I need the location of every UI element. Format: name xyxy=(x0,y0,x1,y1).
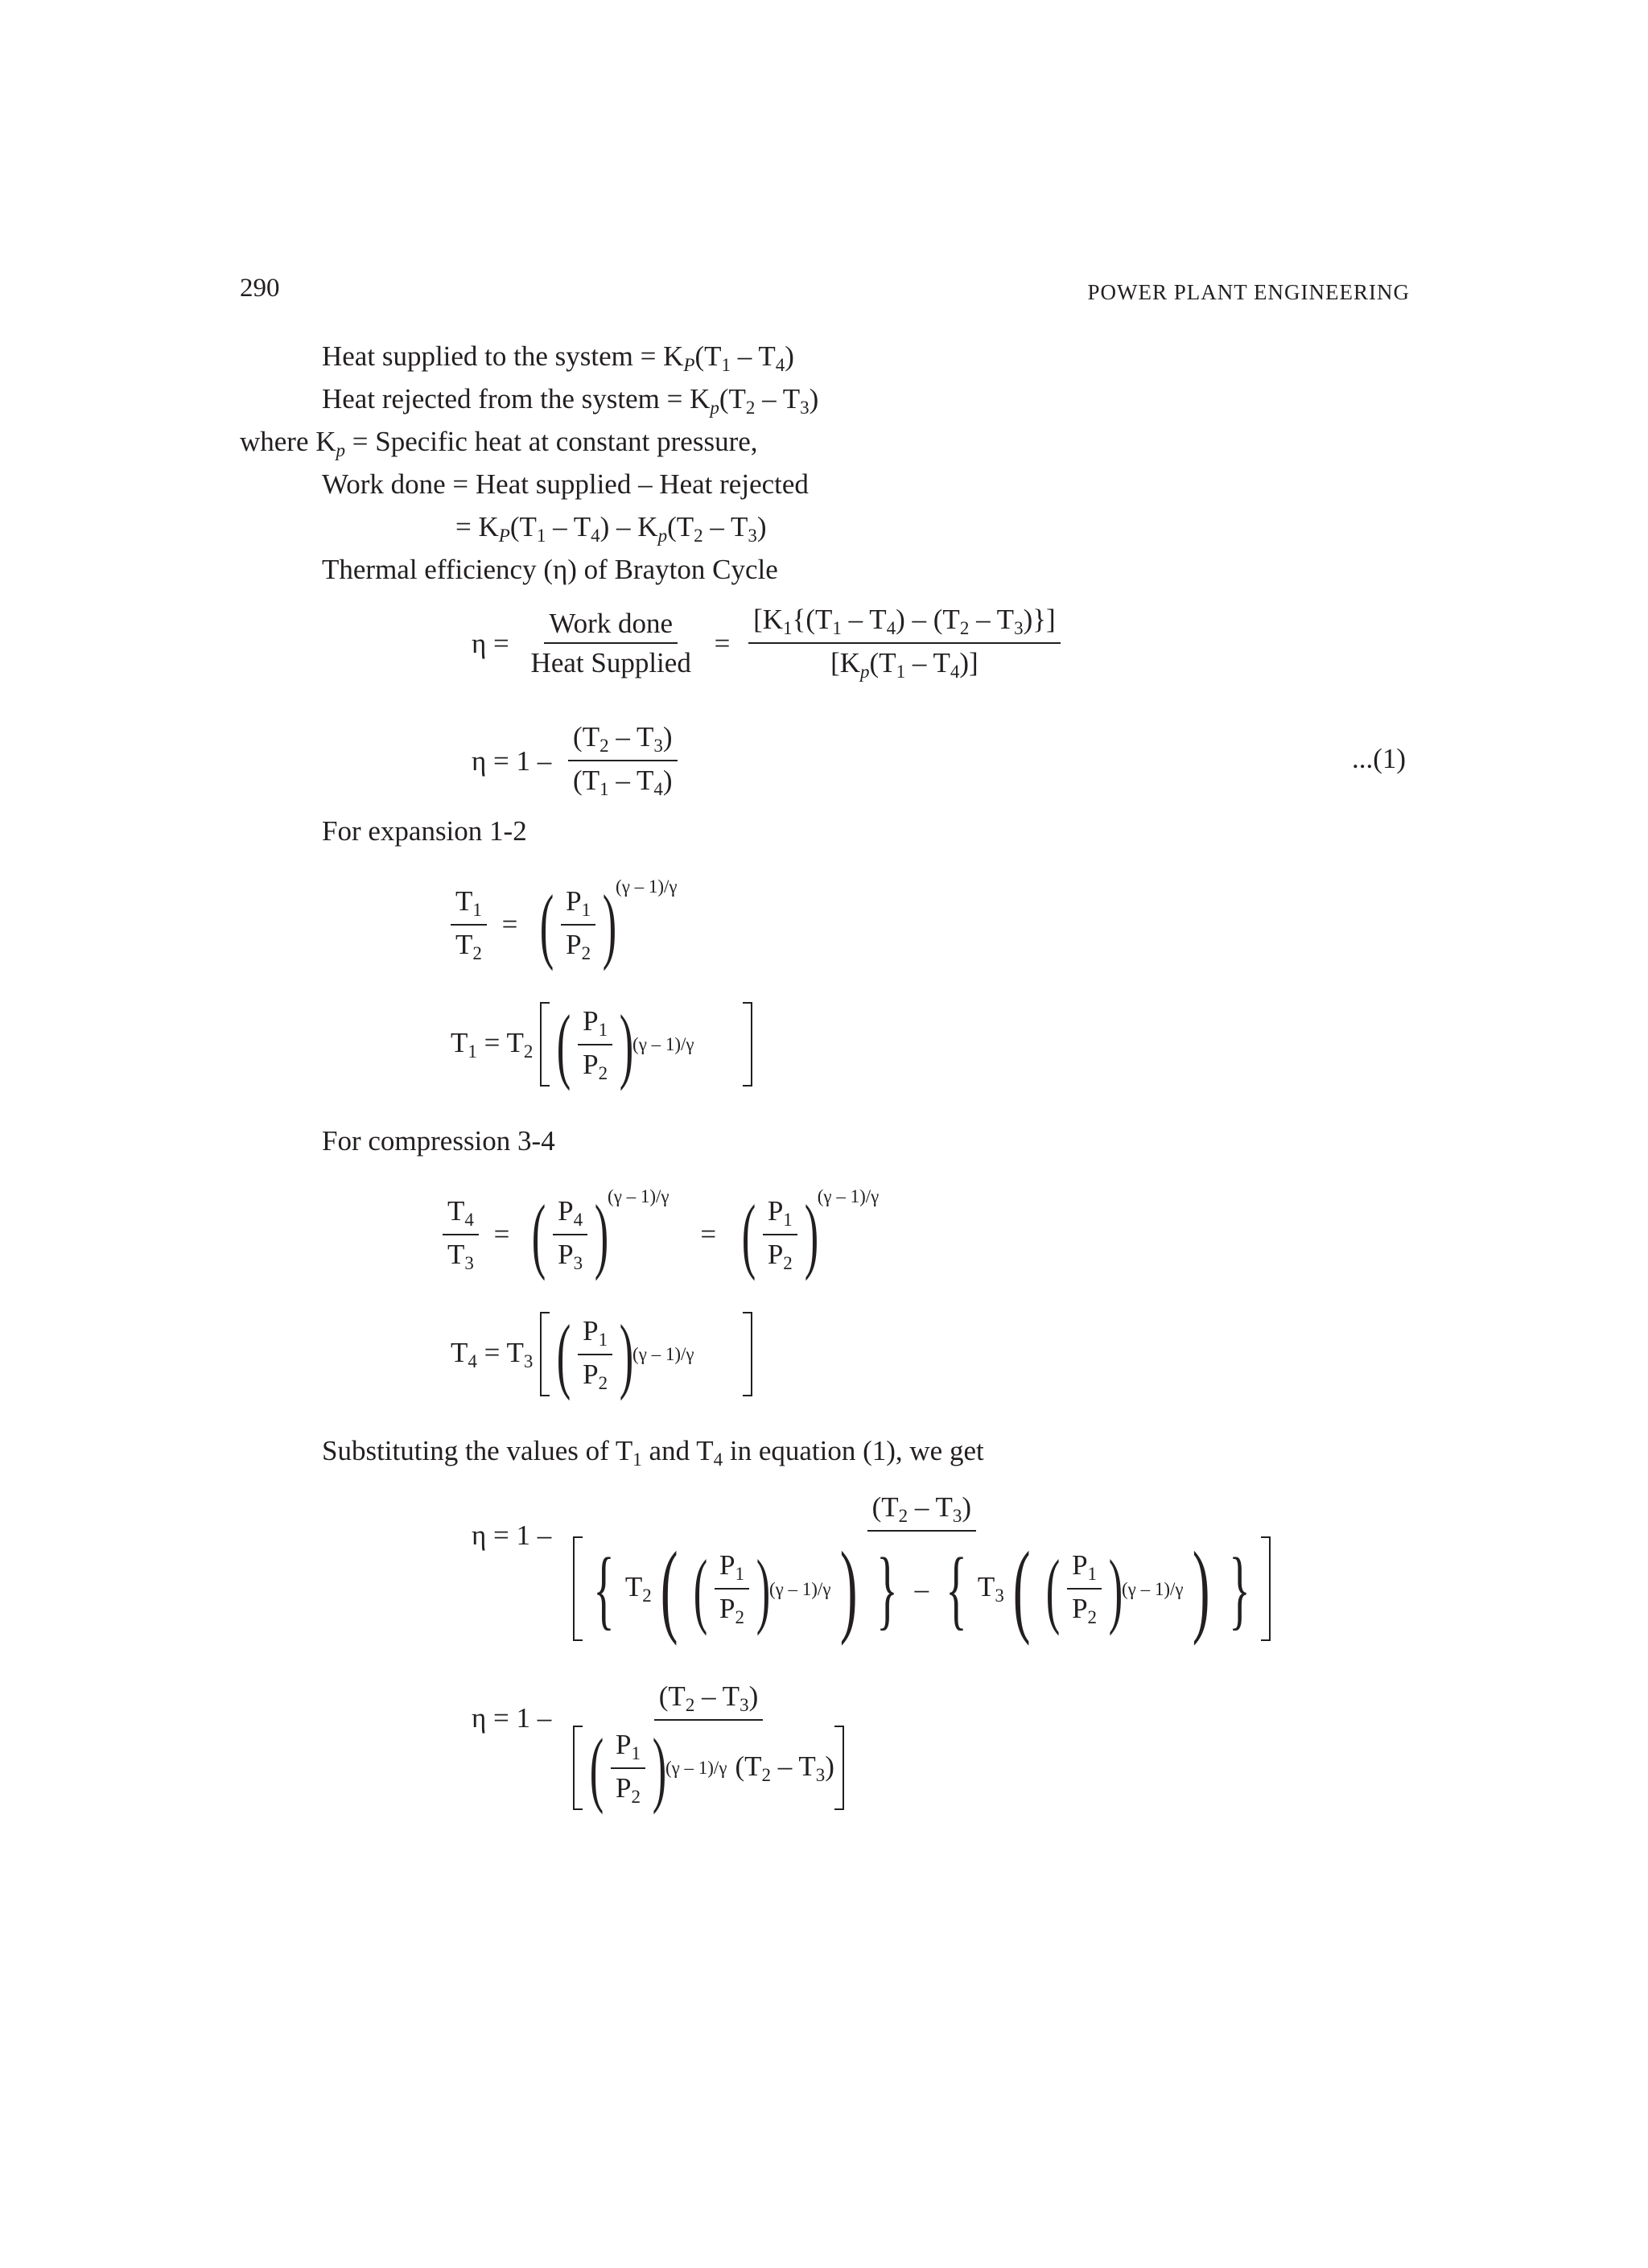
thermal-efficiency-line: Thermal efficiency (η) of Brayton Cycle xyxy=(322,554,778,585)
work-done-line: Work done = Heat supplied – Heat rejected xyxy=(322,468,809,500)
compression-ratio-relation: $\frac{T_4}{T_3}$ = ( $\frac{P_4}{P_3}$ ) $^{(\gamma - 1)/\gamma}$ = ( $\frac{P_1}{P_2}$ ) $^{(\gamma - 1)/\gamma}$ xyxy=(443,1187,879,1276)
t4-expression: $T_4 = T_3$ ( $\frac{P_1}{P_2}$ ) (γ – 1)/γ xyxy=(451,1312,752,1396)
equation-1: η = 1 – $\frac{(T_2 - T_3)}{(T_1 - T_4)}$ xyxy=(472,723,678,798)
work-done-expression: = $K_P(T_1 - T_4) - K_p(T_2 - T_3)$ xyxy=(455,511,767,546)
kp-fraction: $\frac{[K_1\{(T_1 - T_4) - (T_2 - T_3)\}]}{[K_p(T_1 - T_4)]}$ xyxy=(748,605,1061,681)
work-heat-fraction: $\frac{\text{Work done}}{\text{Heat Supplied}}$ xyxy=(530,608,691,678)
t1-expression: $T_1 = T_2$ ( $\frac{P_1}{P_2}$ ) (γ – 1)/γ xyxy=(451,1002,752,1087)
heat-supplied-line: Heat supplied to the system = $K_P(T_1 - T_4)$ xyxy=(322,340,794,375)
for-compression-heading: For compression 3-4 xyxy=(322,1125,555,1157)
final-equation: η = 1 – $(T_2 - T_3)$ ( $\frac{P_1}{P_2}$ ) (γ – 1)/γ $(T_2 - T_3)$ xyxy=(472,1682,849,1810)
running-title: POWER PLANT ENGINEERING xyxy=(1087,280,1410,304)
heat-rejected-line: Heat rejected from the system = $K_p(T_2 - T_3)$ xyxy=(322,383,819,418)
for-expansion-heading: For expansion 1-2 xyxy=(322,815,527,847)
expansion-ratio-relation: $\frac{T_1}{T_2}$ = ( $\frac{P_1}{P_2}$ ) $^{(\gamma - 1)/\gamma}$ xyxy=(451,877,678,967)
substituting-line: Substituting the values of $T_1$ and $T_4$ in equation (1), we get xyxy=(322,1435,984,1470)
equation-label-1: ...(1) xyxy=(1352,743,1407,774)
page-number: 290 xyxy=(240,274,280,303)
substituted-equation: η = 1 – $(T_2 - T_3)$ { $T_2$ ( ( $\frac{P_1}{P_2}$ ) (γ – 1)/γ ) } – { $T_3$ ( ( $\frac{P_1}{P_2}$ ) (γ – 1)/γ ) } xyxy=(472,1493,1275,1641)
efficiency-definition: η = $\frac{\text{Work done}}{\text{Heat Supplied}}$ = $\frac{[K_1\{(T_1 - T_4) - (T_2 - T_3)\}]}{[K_p(T_1 - T_4)]}$ xyxy=(472,605,1061,681)
where-kp-line: where $K_p$ = Specific heat at constant pressure, xyxy=(240,426,758,460)
